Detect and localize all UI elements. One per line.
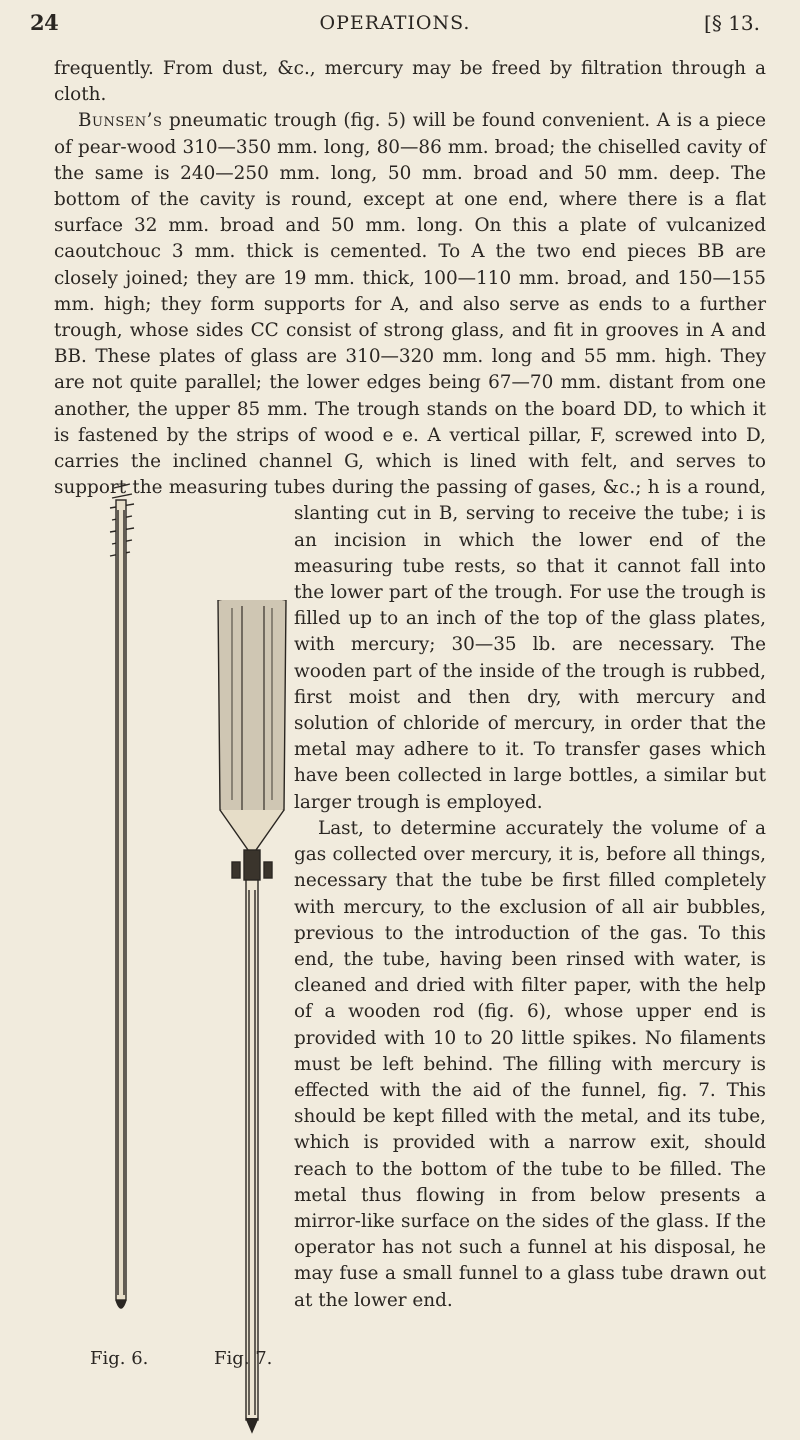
funnel-illustration bbox=[212, 600, 292, 1440]
paragraph-2-text: pneumatic trough (fig. 5) will be found convenient. A is a piece of pear-wood 310—350 mm. long, 80—86 mm. broad; the chiselled cavity of the same is 240—250 mm. long, 50 mm. broad and 50 mm. deep. The bottom of the cavity is round, except at one end, where there is a flat surface 32 mm. broad and 50 mm. long. On this a plate of vulcanized caoutchouc 3 mm. thick is cemented. To A the two end pieces BB are closely joined; they are 19 mm. thick, 100—110 mm. broad, and 150—155 mm. high; they form supports for A, and also serve as ends to a further trough, whose sides CC consist of strong glass, and fit in grooves in A and BB. These plates of glass are 310—320 mm. long and 55 mm. high. They are not quite parallel; the lower edges being 67—70 mm. distant from one another, the upper 85 mm. The trough stands on the board DD, to which it is fastened by the strips of wood e e. A vertical pillar, F, screwed into D, carries the inclined channel G, which is lined with felt, and serves to support the measuring tubes during the passing of gases, &c.; h is a round, slanting cut in B, serving to receive the tube; i is an incision in which the lower end of the measuring tube rests, so that it cannot fall into the lower part of the trough. For use the trough is filled up to an inch of the top of the glass plates, with mercury; 30—35 lb. are necessary. The wooden part of the inside of the trough is rubbed, first moist and then dry, with mercury and solution of chloride of mercury, in order that the metal may adhere to it. To transfer gases which have been collected in large bottles, a similar but larger trough is employed. bbox=[54, 110, 766, 813]
paragraph-3: Last, to determine accurately the volume of a gas collected over mercury, it is, before all things, necessary that the tube be first filled completely with mercury, to the exclusion of all air bubbles, previous to the introduction of the gas. To this end, the tube, having been rinsed with water, is cleaned and dried with filter paper, with the help of a wooden rod (fig. 6), whose upper end is provided with 10 to 20 little spikes. No filaments must be left behind. The filling with mercury is effected with the aid of the funnel, fig. 7. This should be kept filled with the metal, and its tube, which is provided with a narrow exit, should reach to the bottom of the tube to be filled. The metal thus flowing in from below presents a mirror-like surface on the sides of the glass. If the operator has not such a funnel at his disposal, he may fuse a small funnel to a glass tube drawn out at the lower end. bbox=[294, 817, 766, 1311]
fig7-caption: Fig. 7. bbox=[214, 1348, 273, 1369]
figures-area bbox=[100, 480, 310, 1370]
name-lead: Bunsen’s bbox=[78, 110, 163, 132]
page-number: 24 bbox=[30, 10, 59, 35]
section-reference: [§ 13. bbox=[704, 11, 760, 35]
paragraph-1: frequently. From dust, &c., mercury may be freed by filtration through a cloth. bbox=[54, 58, 766, 106]
wooden-rod-illustration bbox=[100, 480, 150, 1320]
figure-labels bbox=[90, 1345, 290, 1369]
running-title: OPERATIONS. bbox=[319, 12, 471, 34]
page-header bbox=[30, 10, 760, 44]
fig6-caption: Fig. 6. bbox=[90, 1348, 149, 1369]
